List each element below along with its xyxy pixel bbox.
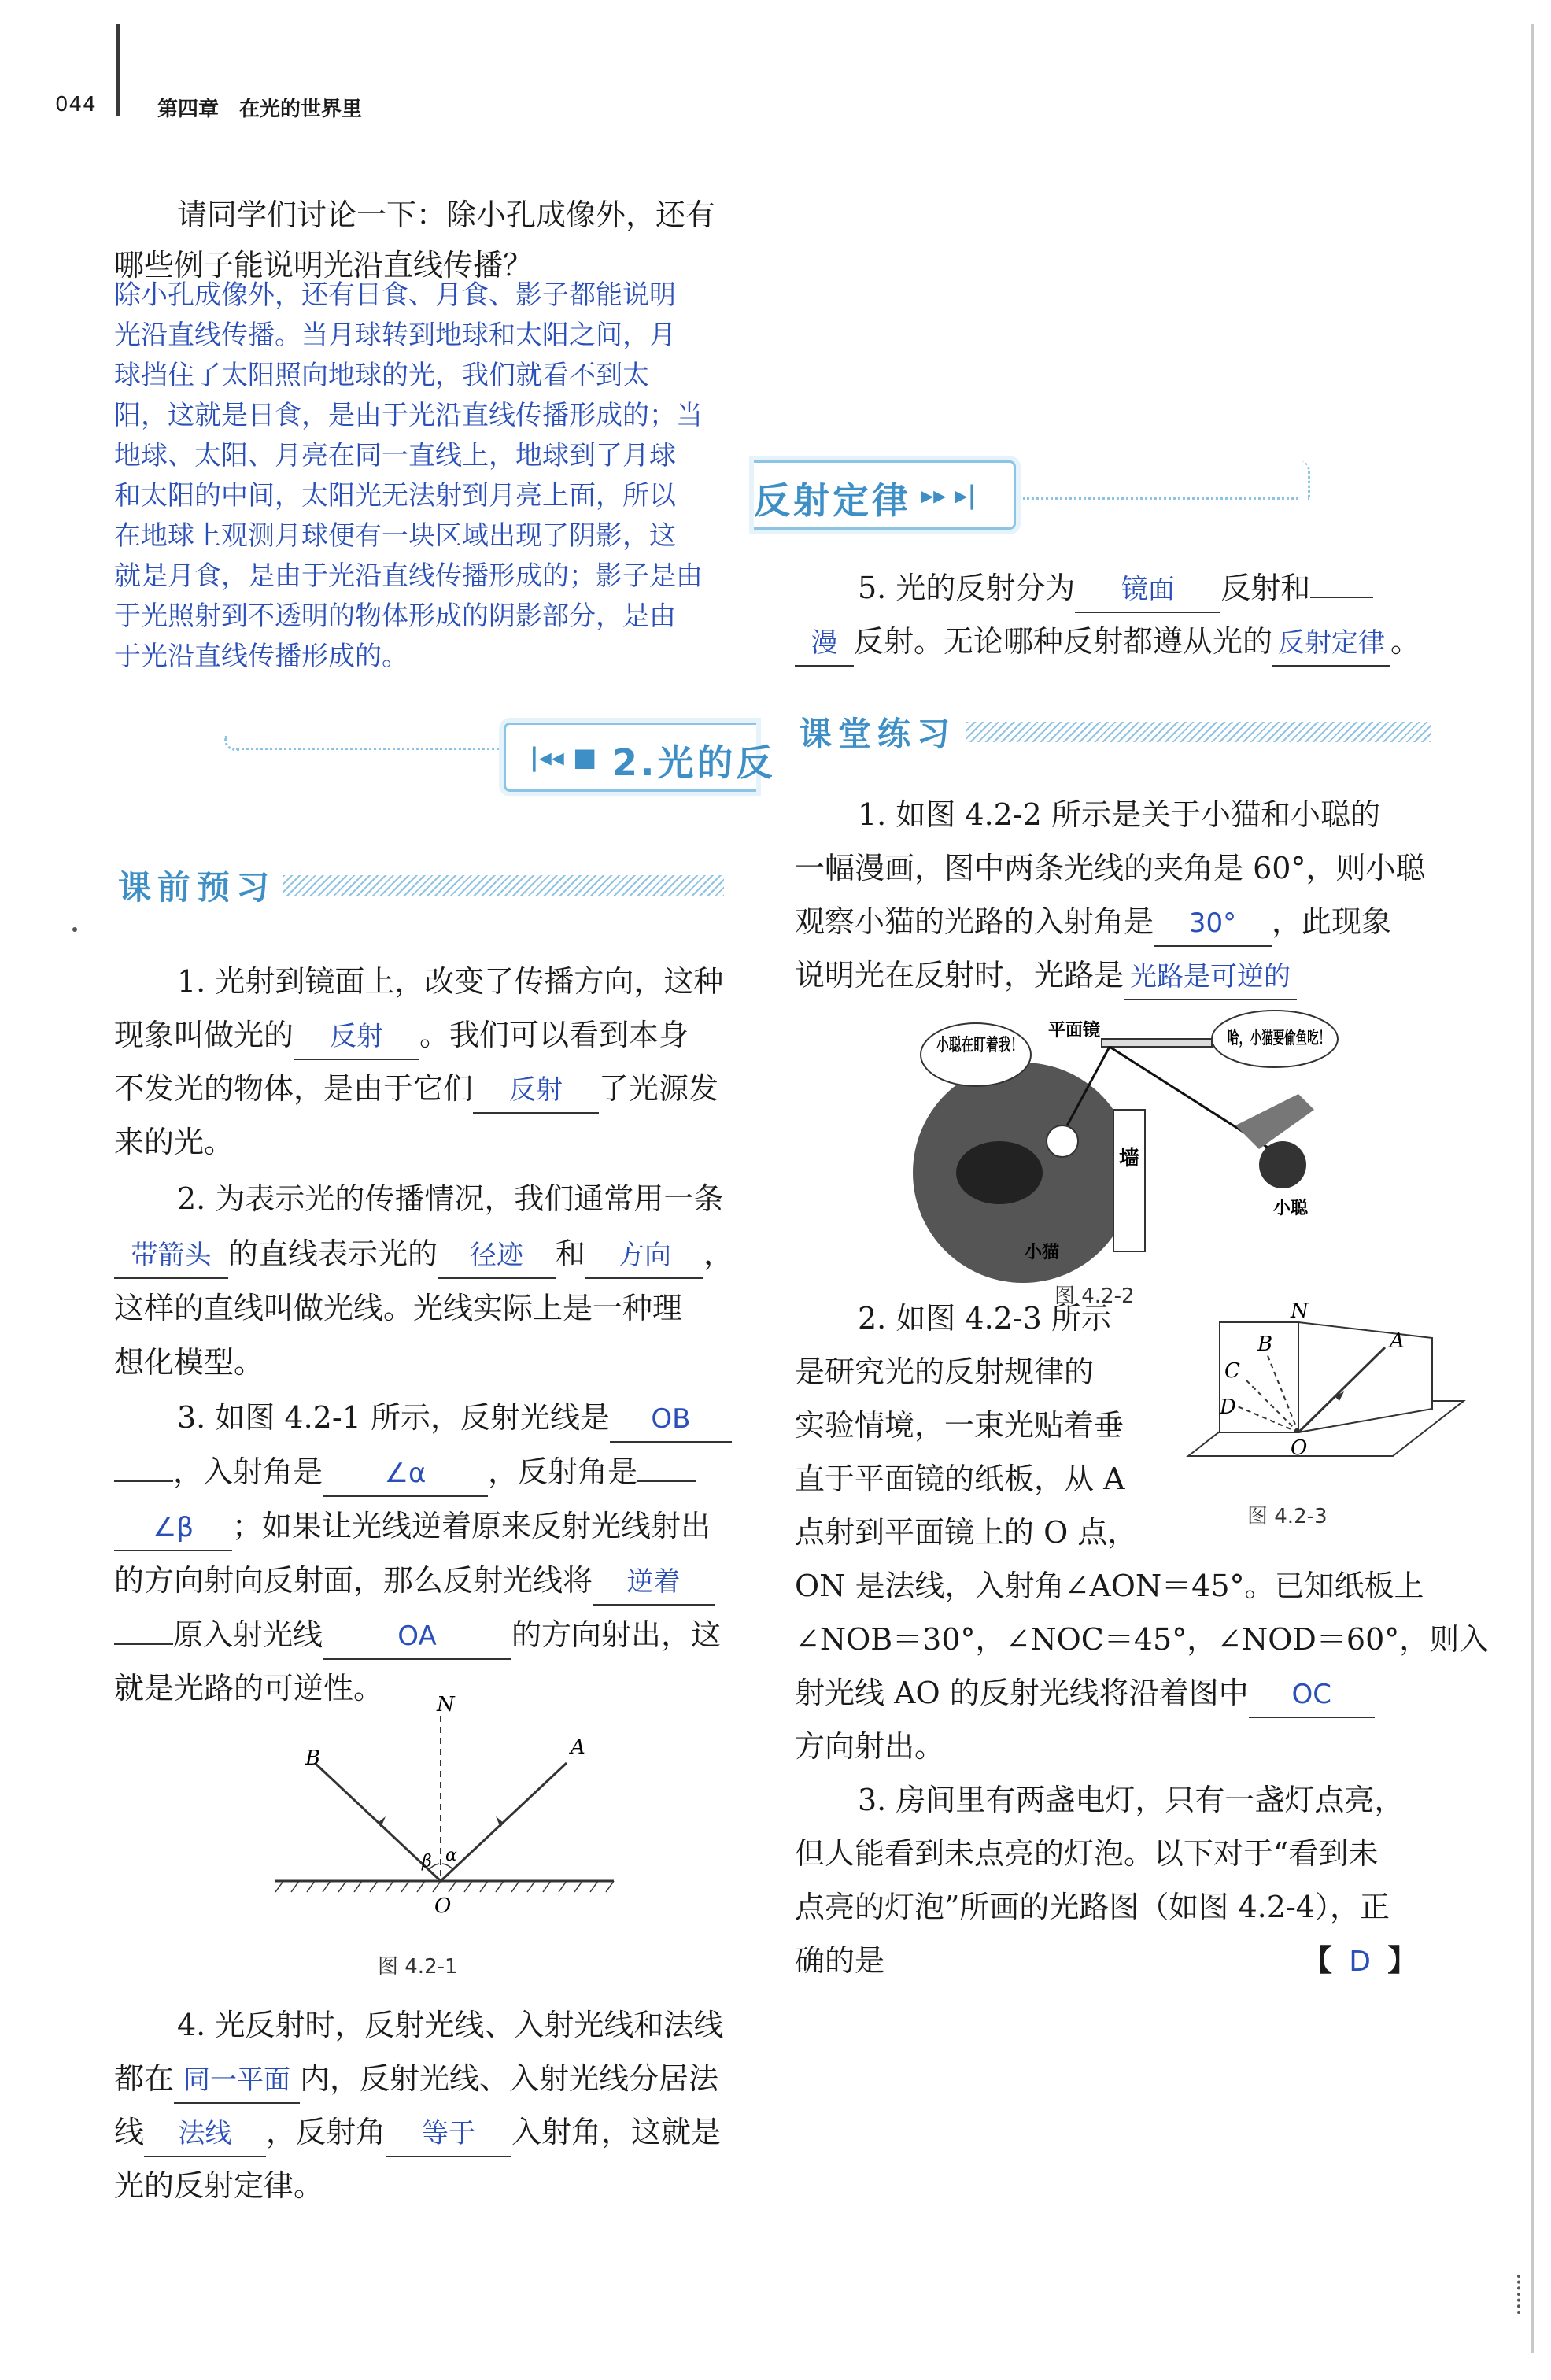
answer-text: OA <box>397 1621 437 1652</box>
label-c: C <box>1224 1359 1240 1383</box>
cat-label: 小猫 <box>1025 1243 1060 1262</box>
preview-q2-line2 <box>114 1226 733 1281</box>
text-run: 不发光的物体，是由于它们 <box>114 1071 474 1106</box>
answer-text: 反射 <box>330 1021 384 1052</box>
plane-mirror <box>1102 1039 1212 1047</box>
margin-dot <box>72 927 77 932</box>
chapter-title: 第四章 在光的世界里 <box>157 98 363 121</box>
answer-blank <box>144 2110 266 2157</box>
practice-q1-line3 <box>795 894 1391 949</box>
wall-label: 墙 <box>1119 1147 1140 1170</box>
practice-q1-line1: 1. 如图 4.2-2 所示是关于小猫和小聪的 <box>858 797 1380 832</box>
discussion-answer <box>114 275 736 677</box>
label-o: O <box>1291 1436 1308 1460</box>
practice-q2-line5: 点射到平面镜上的 O 点， <box>795 1515 1138 1550</box>
preview-q1-line4: 来的光。 <box>114 1125 234 1159</box>
text-run: 。 <box>1390 624 1421 659</box>
answer-text: 等于 <box>422 2118 476 2149</box>
text-run: 了光源发 <box>599 1071 719 1106</box>
discussion-prompt-line1: 请同学们讨论一下：除小孔成像外，还有 <box>177 198 716 232</box>
practice-q2-line2: 是研究光的反射规律的 <box>795 1354 1095 1389</box>
answer-text: 同一平面 <box>183 2064 291 2096</box>
preview-q3-line4 <box>114 1553 715 1608</box>
banner-right-dotline <box>1023 497 1298 500</box>
fish-bowl <box>1047 1125 1078 1157</box>
text-run: 线 <box>114 2115 145 2149</box>
label-alpha: α <box>445 1846 457 1865</box>
preview-q2-line4: 想化模型。 <box>114 1345 264 1380</box>
preview-q1-line1: 1. 光射到镜面上，改变了传播方向，这种 <box>177 964 724 999</box>
bubble-cat-text: 小聪在盯着我！ <box>936 1036 1058 1055</box>
label-o: O <box>434 1894 452 1918</box>
label-d: D <box>1220 1395 1236 1419</box>
text-run: ，此现象 <box>1272 904 1392 939</box>
figure-caption-4-2-1: 图 4.2-1 <box>378 1955 458 1979</box>
answer-text: 径迹 <box>470 1240 524 1271</box>
text-run: 现象叫做光的 <box>114 1018 294 1052</box>
text-run: 反射。无论哪种反射都遵从光的 <box>854 624 1273 659</box>
boy-head <box>1259 1141 1306 1188</box>
answer-blank <box>1310 597 1373 598</box>
answer-text: 逆着 <box>626 1566 681 1598</box>
text-run: ，反射角 <box>266 2115 386 2149</box>
answer-text: 法线 <box>178 2118 232 2149</box>
preview-q1-line3 <box>114 1061 718 1116</box>
answer-blank <box>1124 953 1297 1000</box>
answer-line: 就是月食，是由于光沿直线传播形成的；影子是由 <box>114 560 703 592</box>
label-n: N <box>437 1693 455 1717</box>
answer-blank <box>637 1480 696 1482</box>
banner-left-dotline <box>236 748 500 750</box>
answer-blank <box>294 1013 419 1060</box>
page-edge-line <box>1531 24 1534 2353</box>
header-divider <box>116 24 120 116</box>
answer-blank <box>473 1066 599 1114</box>
text-run: 入射角，这就是 <box>511 2115 722 2149</box>
answer-text: OC <box>1291 1679 1332 1710</box>
answer-blank <box>114 1504 232 1551</box>
answer-line: 地球、太阳、月亮在同一直线上，地球到了月球 <box>114 440 676 471</box>
practice-q3-line3: 点亮的灯泡”所画的光路图（如图 4.2-4），正 <box>795 1890 1390 1924</box>
banner-left-corner <box>224 736 239 751</box>
practice-q2-line8 <box>795 1665 1375 1720</box>
banner-reflection-law <box>754 460 1016 530</box>
section-title-practice: 课堂练习 <box>799 715 957 753</box>
answer-text: 30° <box>1188 907 1237 939</box>
answer-text: 反射定律 <box>1278 627 1386 659</box>
preview-q3-line3 <box>114 1499 711 1554</box>
answer-line: 光沿直线传播。当月球转到地球和太阳之间，月 <box>114 320 676 351</box>
label-b: B <box>305 1746 321 1770</box>
figure-4-2-2 <box>905 1007 1384 1262</box>
section-hatch <box>283 875 724 896</box>
text-run: 内，反射光线、入射光线分居法 <box>300 2061 719 2096</box>
practice-q1-line4 <box>795 948 1297 1003</box>
answer-bracket <box>1302 1936 1417 1979</box>
figure-4-2-1 <box>268 1692 661 1928</box>
preview-q3-line5 <box>114 1607 721 1662</box>
figure-caption-4-2-3: 图 4.2-3 <box>1247 1505 1328 1528</box>
preview-q3-line1 <box>177 1390 732 1445</box>
text-run: 反射和 <box>1220 571 1311 605</box>
answer-blank <box>114 1232 228 1279</box>
preview-q3-line2 <box>114 1444 696 1499</box>
answer-text: 反射 <box>509 1074 563 1106</box>
answer-blank-continuation <box>114 1643 173 1645</box>
practice-q1-line2: 一幅漫画，图中两条光线的夹角是 60°，则小聪 <box>795 851 1426 885</box>
banner-light-reflection <box>504 722 776 792</box>
answer-text: 镜面 <box>1121 574 1175 605</box>
mirror-label: 平面镜 <box>1048 1021 1101 1040</box>
answer-blank <box>593 1558 715 1606</box>
answer-blank <box>1249 1671 1375 1718</box>
practice-q2-line4: 直于平面镜的纸板，从 A <box>795 1462 1125 1496</box>
answer-blank <box>1075 566 1220 613</box>
reflection-q5-line2 <box>795 614 1420 669</box>
label-beta: β <box>422 1852 432 1872</box>
text-run: 射光线 AO 的反射光线将沿着图中 <box>795 1676 1249 1710</box>
bracket-close: 】 <box>1387 1943 1418 1978</box>
answer-blank <box>323 1613 511 1660</box>
discussion-prompt-line2: 哪些例子能说明光沿直线传播？ <box>114 248 534 283</box>
preview-q4-line2 <box>114 2051 718 2106</box>
answer-choice: D <box>1349 1946 1371 1978</box>
text-run: 的直线表示光的 <box>228 1236 438 1271</box>
boy-arm <box>1235 1094 1314 1149</box>
answer-blank <box>174 2057 300 2104</box>
practice-q2-line6: ON 是法线，入射角∠AON＝45°。已知纸板上 <box>795 1569 1424 1603</box>
text-run: ；如果让光线逆着原来反射光线射出 <box>232 1509 711 1543</box>
text-run: 。我们可以看到本身 <box>419 1018 689 1052</box>
label-n: N <box>1291 1299 1309 1323</box>
bracket-open: 【 <box>1302 1943 1333 1978</box>
banner-right-corner <box>1297 460 1310 500</box>
figure-4-2-3 <box>1172 1299 1472 1488</box>
answer-blank <box>438 1232 556 1279</box>
answer-blank <box>585 1232 703 1279</box>
label-b: B <box>1257 1332 1273 1356</box>
answer-line: 于光沿直线传播形成的。 <box>114 641 408 672</box>
preview-q2-line3: 这样的直线叫做光线。光线实际上是一种理 <box>114 1291 683 1325</box>
answer-text: 方向 <box>618 1240 672 1271</box>
figure-caption-4-2-2: 图 4.2-2 <box>1054 1284 1135 1308</box>
text-run: 观察小猫的光路的入射角是 <box>795 904 1154 939</box>
text-run: 都在 <box>114 2061 175 2096</box>
banner-reflection-law-text: 反射定律 <box>754 479 911 522</box>
answer-blank <box>795 619 854 667</box>
practice-q2-line7: ∠NOB＝30°，∠NOC＝45°，∠NOD＝60°，则入 <box>795 1622 1490 1657</box>
answer-text: ∠α <box>384 1458 427 1489</box>
answer-line: 阳，这就是日食，是由于光沿直线传播形成的；当 <box>114 400 703 431</box>
cat-body <box>956 1141 1043 1204</box>
answer-line: 和太阳的中间，太阳光无法射到月亮上面，所以 <box>114 480 676 512</box>
text-run: 说明光在反射时，光路是 <box>795 958 1124 992</box>
bubble-boy-text: 哈，小猫要偷鱼吃！ <box>1228 1029 1384 1048</box>
practice-q2-line9: 方向射出。 <box>795 1729 945 1764</box>
answer-line: 球挡住了太阳照向地球的光，我们就看不到太 <box>114 360 649 391</box>
banner-light-reflection-text: 2.光的反 <box>612 741 776 784</box>
practice-q2-line1: 2. 如图 4.2-3 所示 <box>858 1301 1111 1336</box>
answer-blank <box>1154 900 1272 947</box>
text-run: 的方向射出，这 <box>511 1617 722 1652</box>
reflection-q5-line1 <box>858 560 1373 615</box>
practice-q3-line2: 但人能看到未点亮的灯泡。以下对于“看到未 <box>795 1836 1379 1871</box>
preview-q1-line2 <box>114 1007 689 1062</box>
preview-q2-line1: 2. 为表示光的传播情况，我们通常用一条 <box>177 1181 724 1216</box>
preview-q4-line4: 光的反射定律。 <box>114 2168 324 2203</box>
wall <box>1113 1110 1145 1251</box>
answer-line: 除小孔成像外，还有日食、月食、影子都能说明 <box>114 279 676 311</box>
label-a: A <box>1390 1329 1405 1353</box>
text-run: ， <box>703 1236 734 1271</box>
answer-blank-continuation <box>114 1480 173 1482</box>
answer-blank <box>1272 619 1390 667</box>
text-run: ，反射角是 <box>488 1454 638 1489</box>
ray-ao <box>441 1763 567 1881</box>
text-run: 和 <box>556 1236 586 1271</box>
label-a: A <box>571 1735 585 1759</box>
text-run: 的方向射向反射面，那么反射光线将 <box>114 1563 593 1598</box>
answer-text: 漫 <box>811 627 838 659</box>
margin-dots <box>1517 2275 1523 2314</box>
page-number: 044 <box>55 93 97 116</box>
answer-line: 在地球上观测月球便有一块区域出现了阴影，这 <box>114 520 676 552</box>
double-arrow-right-icon: ▸▸ ▸| <box>921 480 977 510</box>
preview-q4-line3 <box>114 2105 721 2160</box>
section-title-preview: 课前预习 <box>118 868 276 907</box>
practice-q2-line3: 实验情境，一束光贴着垂 <box>795 1408 1124 1443</box>
answer-text: ∠β <box>152 1512 194 1543</box>
practice-q3-line1: 3. 房间里有两盏电灯，只有一盏灯点亮， <box>858 1783 1405 1817</box>
mirror-hatching <box>275 1881 614 1892</box>
answer-blank <box>386 2110 511 2157</box>
preview-q3-line6: 就是光路的可逆性。 <box>114 1671 384 1706</box>
section-hatch <box>966 722 1431 742</box>
answer-line: 于光照射到不透明的物体形成的阴影部分，是由 <box>114 601 676 632</box>
text-run: 5. 光的反射分为 <box>858 571 1076 605</box>
answer-text: OB <box>651 1403 691 1435</box>
practice-q3-line4: 确的是 <box>795 1943 885 1978</box>
text-run: ，入射角是 <box>173 1454 323 1489</box>
double-arrow-left-icon: |◂◂ ■ <box>530 742 597 772</box>
text-run: 原入射光线 <box>173 1617 323 1652</box>
answer-blank <box>323 1450 488 1497</box>
answer-text: 光路是可逆的 <box>1130 961 1291 992</box>
answer-blank <box>610 1395 732 1443</box>
text-run: 3. 如图 4.2-1 所示，反射光线是 <box>177 1400 610 1435</box>
preview-q4-line1: 4. 光反射时，反射光线、入射光线和法线 <box>177 2008 724 2042</box>
boy-label: 小聪 <box>1273 1199 1309 1218</box>
answer-text: 带箭头 <box>131 1240 212 1271</box>
